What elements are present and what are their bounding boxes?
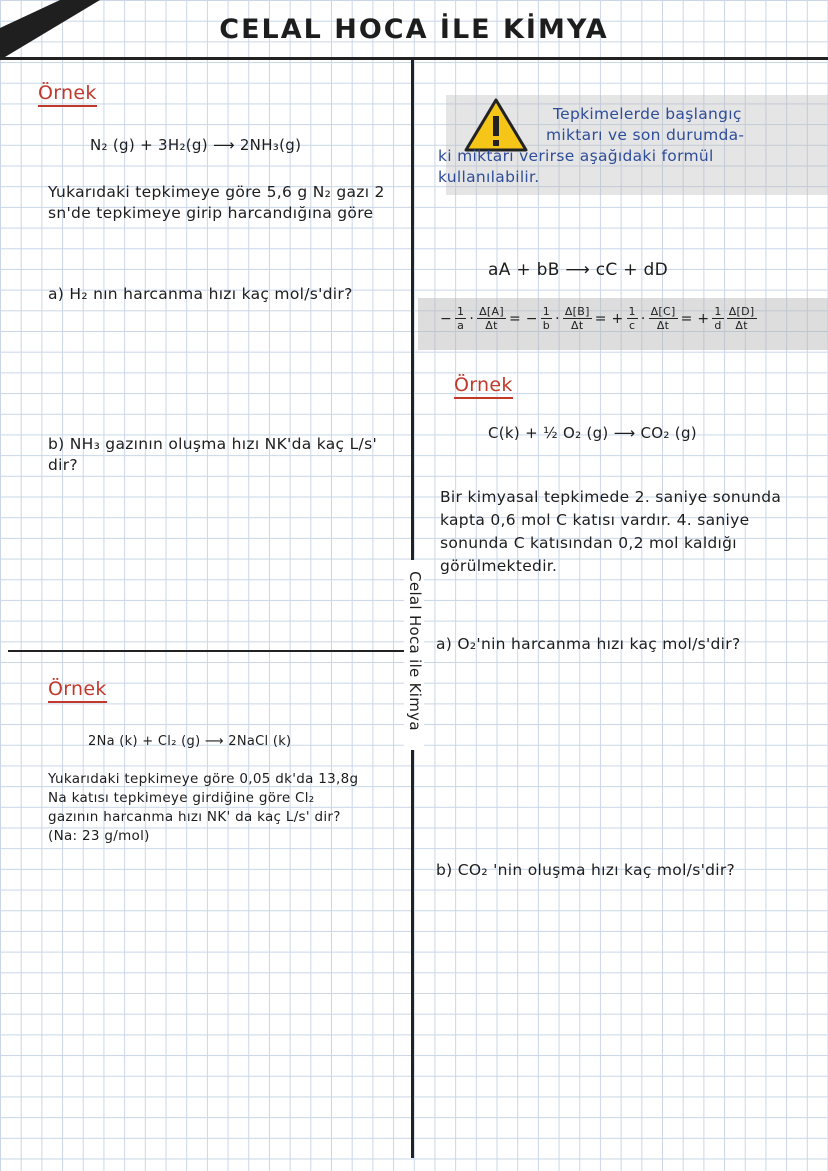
problem-2: Yukarıdaki tepkimeye göre 0,05 dk'da 13,8g Na katısı tepkimeye girdiğine göre Cl₂ gazının harcanma hızı NK' da kaç L/s' dir? (Na: 23 g/mol) [48,771,359,844]
question-3a: a) O₂'nin harcanma hızı kaç mol/s'dir? [436,635,741,653]
note-text [438,104,823,188]
question-1a: a) H₂ nın harcanma hızı kaç mol/s'dir? [48,285,353,303]
term3-sign: = + [594,310,624,327]
side-label: Celal Hoca ile Kimya [406,571,424,731]
term2-coef: $\frac{1}{b}$ [542,305,551,332]
term2-sign: = − [508,310,538,327]
header-divider [0,57,828,60]
term3-ratio: $\frac{\Delta[C]}{\Delta t}$ [650,305,676,332]
term1-ratio: $\frac{\Delta[A]}{\Delta t}$ [479,305,504,332]
example-heading-1: Örnek [38,82,97,107]
question-1b: b) NH₃ gazının oluşma hızı NK'da kaç L/s' dir? [48,435,378,474]
example-heading-2: Örnek [48,678,107,703]
section-divider [8,650,404,652]
general-reaction: aA + bB ⟶ cC + dD [488,260,668,280]
note-line-2: miktarı ve son durumda- [546,126,745,144]
term2-ratio: $\frac{\Delta[B]}{\Delta t}$ [564,305,590,332]
reaction-2: 2Na (k) + Cl₂ (g) ⟶ 2NaCl (k) [88,734,292,749]
example-heading-3: Örnek [454,374,513,399]
term4-ratio: $\frac{\Delta[D]}{\Delta t}$ [728,305,755,332]
note-line-1: Tepkimelerde başlangıç [553,105,742,123]
problem-1: Yukarıdaki tepkimeye göre 5,6 g N₂ gazı 2 sn'de tepkimeye girip harcandığına göre [48,183,385,222]
term1-sign: − [440,310,453,327]
reaction-1: N₂ (g) + 3H₂(g) ⟶ 2NH₃(g) [90,136,302,154]
rate-formula: − $\frac{1}{a}$ · $\frac{\Delta[A]}{\Delta t}$ = − $\frac{1}{b}$ · $\frac{\Delta[B]}{\Delta t}$ = + $\frac{1}{c}$ · $\frac{\Delta[C]}{\Delta t}$ = + $\frac{1}{d}$ $\frac{\Delta[D]}{\Delta t}$ [440,305,755,332]
problem-3: Bir kimyasal tepkimede 2. saniye sonunda kapta 0,6 mol C katısı vardır. 4. saniye sonunda C katısından 0,2 mol kaldığı görülmektedir. [440,488,782,575]
question-3b: b) CO₂ 'nin oluşma hızı kaç mol/s'dir? [436,861,736,879]
term1-coef: $\frac{1}{a}$ [457,305,465,332]
page-title: CELAL HOCA İLE KİMYA [219,14,609,45]
term4-coef: $\frac{1}{d}$ [714,305,722,332]
term4-sign: = + [680,310,710,327]
note-line-3: ki miktarı verirse aşağıdaki formül [438,147,714,165]
term3-coef: $\frac{1}{c}$ [628,305,636,332]
reaction-3: C(k) + ½ O₂ (g) ⟶ CO₂ (g) [488,424,697,442]
note-line-4: kullanılabilir. [438,168,540,186]
